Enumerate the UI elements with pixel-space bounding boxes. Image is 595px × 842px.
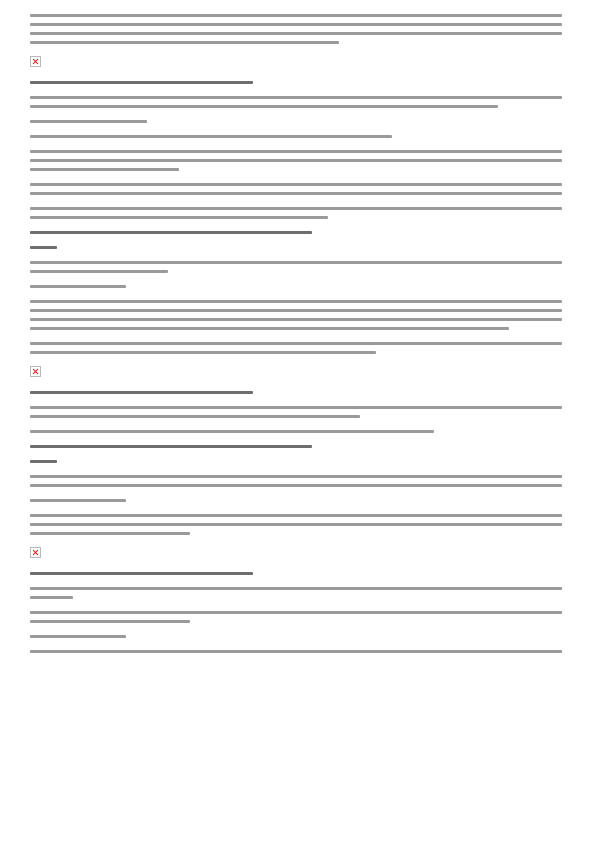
section-heading [30, 246, 562, 249]
text-line-placeholder [30, 246, 57, 249]
text-line-placeholder [30, 216, 328, 219]
text-line-placeholder [30, 327, 509, 330]
text-line-placeholder [30, 635, 126, 638]
paragraph [30, 261, 562, 273]
paragraph [30, 514, 562, 535]
text-line-placeholder [30, 285, 126, 288]
text-line-placeholder [30, 572, 253, 575]
paragraph [30, 611, 562, 623]
paragraph [30, 475, 562, 487]
text-line-placeholder [30, 445, 312, 448]
text-line-placeholder [30, 41, 339, 44]
paragraph [30, 96, 562, 108]
text-line-placeholder [30, 514, 562, 517]
text-line-placeholder [30, 351, 376, 354]
text-line-placeholder [30, 499, 126, 502]
paragraph [30, 499, 562, 502]
section-heading [30, 572, 562, 575]
text-line-placeholder [30, 406, 562, 409]
paragraph [30, 150, 562, 171]
text-line-placeholder [30, 192, 562, 195]
text-line-placeholder [30, 620, 190, 623]
text-line-placeholder [30, 135, 392, 138]
text-line-placeholder [30, 105, 498, 108]
text-line-placeholder [30, 81, 253, 84]
section-heading [30, 81, 562, 84]
paragraph [30, 430, 562, 433]
text-line-placeholder [30, 32, 562, 35]
text-line-placeholder [30, 318, 562, 321]
paragraph [30, 207, 562, 219]
broken-image-icon [30, 547, 41, 558]
text-line-placeholder [30, 231, 312, 234]
text-line-placeholder [30, 611, 562, 614]
text-line-placeholder [30, 650, 562, 653]
text-line-placeholder [30, 415, 360, 418]
text-line-placeholder [30, 391, 253, 394]
text-line-placeholder [30, 150, 562, 153]
text-line-placeholder [30, 587, 562, 590]
text-line-placeholder [30, 430, 434, 433]
section-heading [30, 231, 562, 234]
text-line-placeholder [30, 523, 562, 526]
section-heading [30, 391, 562, 394]
text-line-placeholder [30, 300, 562, 303]
text-line-placeholder [30, 596, 73, 599]
section-heading [30, 460, 562, 463]
paragraph [30, 587, 562, 599]
text-line-placeholder [30, 168, 179, 171]
paragraph [30, 285, 562, 288]
text-line-placeholder [30, 484, 562, 487]
text-line-placeholder [30, 475, 562, 478]
text-line-placeholder [30, 207, 562, 210]
broken-image-icon [30, 366, 41, 377]
text-line-placeholder [30, 120, 147, 123]
text-line-placeholder [30, 96, 562, 99]
text-line-placeholder [30, 460, 57, 463]
paragraph [30, 635, 562, 638]
paragraph [30, 300, 562, 330]
text-line-placeholder [30, 159, 562, 162]
text-line-placeholder [30, 14, 562, 17]
text-line-placeholder [30, 309, 562, 312]
text-line-placeholder [30, 23, 562, 26]
text-line-placeholder [30, 183, 562, 186]
paragraph [30, 406, 562, 418]
paragraph [30, 120, 562, 123]
paragraph [30, 650, 562, 653]
paragraph [30, 135, 562, 138]
broken-image-icon [30, 56, 41, 67]
text-line-placeholder [30, 261, 562, 264]
text-line-placeholder [30, 270, 168, 273]
paragraph [30, 14, 562, 44]
section-heading [30, 445, 562, 448]
text-line-placeholder [30, 342, 562, 345]
text-line-placeholder [30, 532, 190, 535]
paragraph [30, 342, 562, 354]
paragraph [30, 183, 562, 195]
